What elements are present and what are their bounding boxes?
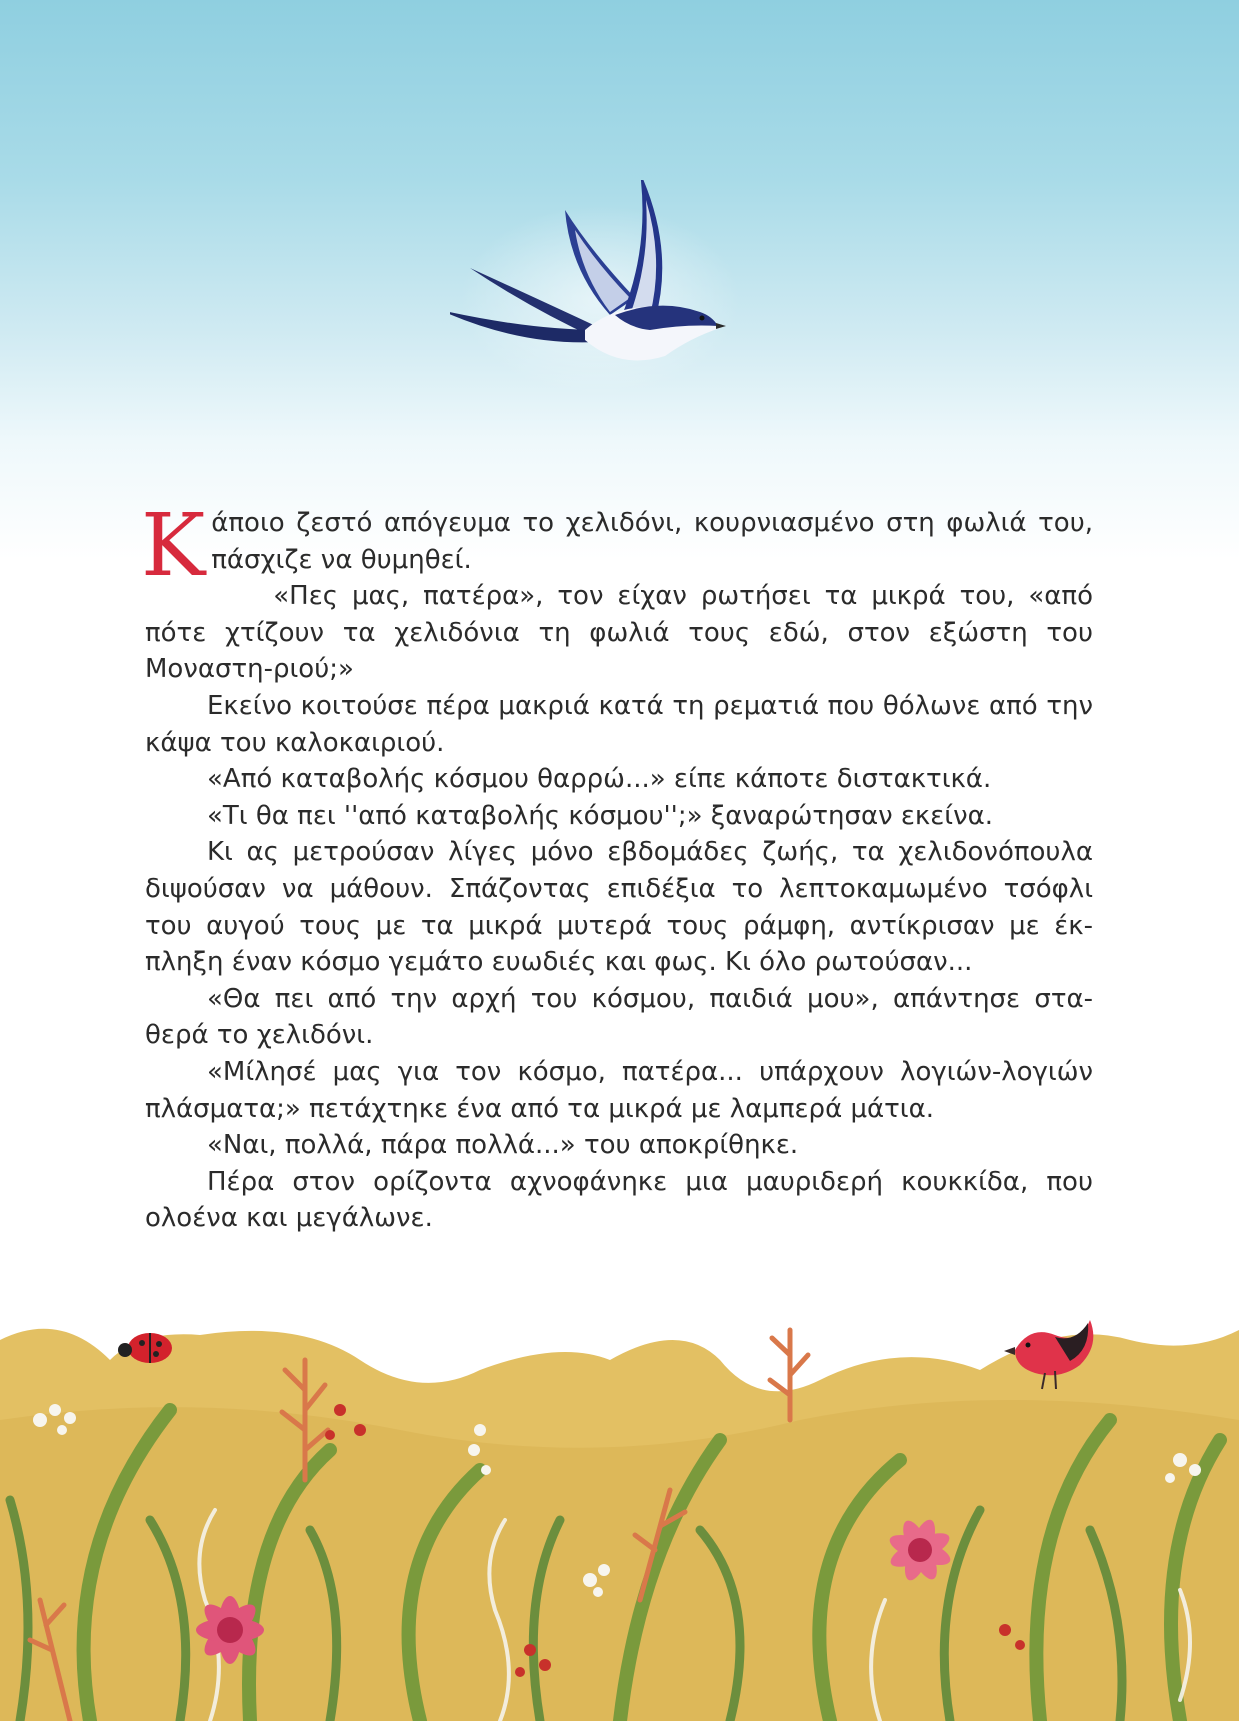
story-text — [141, 496, 1093, 1237]
paragraph-1 — [141, 496, 1093, 596]
paragraph-7: «Θα πει από την αρχή του κόσμου, παιδιά μου», απάντησε στα-θερά το χελιδόνι. — [145, 983, 1093, 1051]
drop-cap: Κ — [141, 496, 206, 596]
paragraph-9: «Ναι, πολλά, πάρα πολλά...» του αποκρίθηκε. — [207, 1130, 799, 1161]
pink-flower-icon — [196, 1596, 264, 1664]
paragraph-5: «Τι θα πει ''από καταβολής κόσμου'';» ξαναρώτησαν εκείνα. — [207, 800, 994, 831]
paragraph-1-text: άποιο ζεστό απόγευμα το χελιδόνι, κουρνιασμένο στη φωλιά του, πάσχιζε να θυμηθεί. — [211, 508, 1093, 575]
paragraph-10: Πέρα στον ορίζοντα αχνοφάνηκε μια μαυριδερή κουκκίδα, που ολοένα και μεγάλωνε. — [145, 1166, 1093, 1234]
swallow-illustration — [450, 180, 740, 400]
paragraph-6: Κι ας μετρούσαν λίγες μόνο εβδομάδες ζωής, τα χελιδονόπουλα διψούσαν να μάθουν. Σπάζοντας επιδέξια το λεπτοκαμωμένο τσόφλι του αυγού τους με τα μικρά μυτερά τους ράμφη, αντίκρισαν με έκ-πληξη έναν κόσμο γεμάτο ευωδιές και φως. Κι όλο ρωτούσαν... — [145, 837, 1093, 978]
meadow-illustration — [0, 1300, 1239, 1721]
paragraph-4: «Από καταβολής κόσμου θαρρώ...» είπε κάποτε διστακτικά. — [207, 764, 992, 795]
paragraph-3: Εκείνο κοιτούσε πέρα μακριά κατά τη ρεματιά που θόλωνε από την κάψα του καλοκαιριού. — [145, 690, 1093, 758]
paragraph-8: «Μίλησέ μας για τον κόσμο, πατέρα... υπάρχουν λογιών-λογιών πλάσματα;» πετάχτηκε ένα από τα μικρά με λαμπερά μάτια. — [145, 1056, 1093, 1124]
paragraph-2: «Πες μας, πατέρα», τον είχαν ρωτήσει τα μικρά του, «από πότε χτίζουν τα χελιδόνια τη φωλιά τους εδώ, στον εξώστη του Μοναστη-ριού;» — [145, 581, 1093, 685]
